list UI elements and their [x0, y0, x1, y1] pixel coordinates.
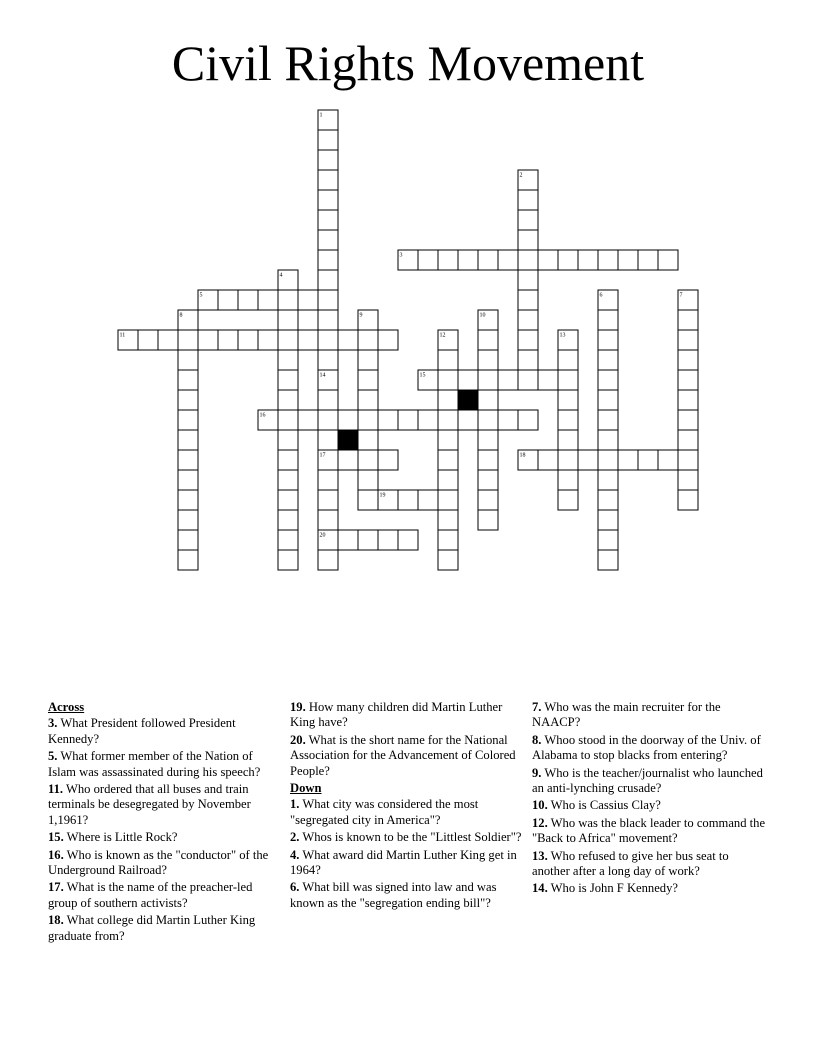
grid-cell[interactable] — [178, 490, 198, 510]
grid-cell[interactable] — [178, 350, 198, 370]
grid-cell[interactable] — [558, 370, 578, 390]
grid-cell[interactable] — [518, 410, 538, 430]
cell-number: 9 — [359, 312, 363, 319]
grid-cell[interactable] — [518, 290, 538, 310]
grid-cell[interactable] — [458, 410, 478, 430]
cell-number: 6 — [599, 292, 603, 299]
grid-cell[interactable] — [558, 430, 578, 450]
grid-cell[interactable] — [478, 410, 498, 430]
grid-cell[interactable] — [478, 390, 498, 410]
grid-cell[interactable] — [198, 330, 218, 350]
grid-cell[interactable] — [358, 530, 378, 550]
grid-cell[interactable] — [278, 490, 298, 510]
grid-cell[interactable] — [218, 330, 238, 350]
grid-cell[interactable] — [518, 210, 538, 230]
cell-number: 20 — [319, 532, 326, 539]
grid-cell[interactable] — [178, 450, 198, 470]
clue-down-12: 12. Who was the black leader to command the "Back to Africa" movement? — [532, 815, 766, 846]
grid-cell[interactable] — [658, 450, 678, 470]
grid-cell[interactable] — [318, 150, 338, 170]
grid-cell[interactable] — [318, 310, 338, 330]
clue-down-14: 14. Who is John F Kennedy? — [532, 881, 678, 896]
grid-cell[interactable] — [278, 350, 298, 370]
grid-cell[interactable] — [318, 290, 338, 310]
clue-down-8: 8. Whoo stood in the doorway of the Univ. of Alabama to stop blacks from entering? — [532, 732, 761, 763]
cell-number: 15 — [419, 372, 426, 379]
grid-cell[interactable] — [598, 530, 618, 550]
grid-cell[interactable] — [418, 490, 438, 510]
grid-cell[interactable] — [558, 490, 578, 510]
grid-cell[interactable] — [178, 550, 198, 570]
grid-cell[interactable] — [278, 390, 298, 410]
grid-cell[interactable] — [318, 250, 338, 270]
grid-cell[interactable] — [378, 410, 398, 430]
clue-across-15: 15. Where is Little Rock? — [48, 830, 178, 845]
grid-cell[interactable] — [578, 450, 598, 470]
grid-cell[interactable] — [438, 430, 458, 450]
grid-cell[interactable] — [318, 230, 338, 250]
grid-cell[interactable] — [378, 330, 398, 350]
clue-across-5: 5. What former member of the Nation of Islam was assassinated during his speech? — [48, 749, 261, 779]
grid-cell[interactable] — [138, 330, 158, 350]
grid-cell[interactable] — [238, 330, 258, 350]
grid-cell[interactable] — [398, 410, 418, 430]
clue-column-1 — [48, 700, 280, 946]
grid-cell[interactable] — [318, 490, 338, 510]
grid-cell[interactable] — [598, 450, 618, 470]
grid-cell[interactable] — [638, 250, 658, 270]
grid-cell[interactable] — [598, 490, 618, 510]
grid-cell[interactable] — [318, 410, 338, 430]
grid-cell[interactable] — [438, 410, 458, 430]
grid-cell[interactable] — [318, 470, 338, 490]
grid-cell[interactable] — [438, 550, 458, 570]
grid-cell[interactable] — [678, 410, 698, 430]
cell-number: 17 — [319, 452, 326, 459]
grid-cell[interactable] — [438, 490, 458, 510]
clue-down-6: 6. What bill was signed into law and was known as the "segregation ending bill"? — [290, 880, 497, 910]
grid-cell[interactable] — [518, 350, 538, 370]
clue-column-2 — [290, 700, 522, 913]
grid-cell[interactable] — [538, 250, 558, 270]
grid-cell[interactable] — [678, 350, 698, 370]
grid-cell[interactable] — [298, 410, 318, 430]
grid-cell[interactable] — [478, 330, 498, 350]
clue-down-2: 2. Whos is known to be the "Littlest Soldier"? — [290, 830, 522, 845]
grid-cell[interactable] — [378, 450, 398, 470]
grid-cell[interactable] — [438, 250, 458, 270]
grid-cell[interactable] — [498, 410, 518, 430]
clue-down-13: 13. Who refused to give her bus seat to another after a long day of work? — [532, 848, 729, 879]
cell-number: 2 — [519, 172, 523, 179]
cell-number: 3 — [399, 252, 403, 259]
grid-cell[interactable] — [578, 250, 598, 270]
grid-cell[interactable] — [678, 490, 698, 510]
grid-cell[interactable] — [518, 370, 538, 390]
grid-cell[interactable] — [598, 370, 618, 390]
grid-cell[interactable] — [278, 530, 298, 550]
grid-cell[interactable] — [438, 510, 458, 530]
grid-cell[interactable] — [178, 470, 198, 490]
down-heading: Down — [290, 781, 322, 796]
grid-cell[interactable] — [358, 390, 378, 410]
grid-cell[interactable] — [438, 390, 458, 410]
grid-cell[interactable] — [338, 330, 358, 350]
grid-cell[interactable] — [458, 370, 478, 390]
grid-cell[interactable] — [598, 550, 618, 570]
clue-down-10: 10. Who is Cassius Clay? — [532, 798, 661, 813]
grid-cell[interactable] — [418, 250, 438, 270]
grid-cell[interactable] — [298, 330, 318, 350]
grid-cell[interactable] — [598, 350, 618, 370]
cell-number: 7 — [679, 292, 683, 299]
grid-cell[interactable] — [258, 290, 278, 310]
grid-cell[interactable] — [598, 310, 618, 330]
grid-cell[interactable] — [338, 530, 358, 550]
grid-cell[interactable] — [518, 230, 538, 250]
grid-cell[interactable] — [358, 450, 378, 470]
grid-cell[interactable] — [358, 330, 378, 350]
grid-cell[interactable] — [558, 410, 578, 430]
grid-cell[interactable] — [678, 450, 698, 470]
grid-cell[interactable] — [498, 370, 518, 390]
grid-cell[interactable] — [218, 290, 238, 310]
grid-cell[interactable] — [518, 250, 538, 270]
grid-cell[interactable] — [538, 450, 558, 470]
cell-number: 5 — [199, 292, 203, 299]
grid-cell[interactable] — [518, 190, 538, 210]
grid-cell[interactable] — [178, 510, 198, 530]
grid-cell[interactable] — [678, 310, 698, 330]
grid-cell[interactable] — [278, 450, 298, 470]
grid-cell[interactable] — [678, 430, 698, 450]
black-square — [338, 430, 358, 450]
clue-across-3: 3. What President followed President Kennedy? — [48, 716, 236, 746]
grid-cell[interactable] — [438, 350, 458, 370]
puzzle-title: Civil Rights Movement — [171, 35, 645, 91]
grid-cell[interactable] — [178, 390, 198, 410]
clue-across-19: 19. How many children did Martin Luther King have? — [290, 700, 503, 730]
grid-cell[interactable] — [558, 470, 578, 490]
grid-cell[interactable] — [418, 410, 438, 430]
grid-cell[interactable] — [518, 310, 538, 330]
grid-cell[interactable] — [258, 330, 278, 350]
black-square — [458, 390, 478, 410]
grid-cell[interactable] — [478, 450, 498, 470]
cell-number: 10 — [479, 312, 486, 319]
grid-cell[interactable] — [558, 250, 578, 270]
grid-cell[interactable] — [318, 190, 338, 210]
grid-cell[interactable] — [318, 210, 338, 230]
grid-cell[interactable] — [318, 350, 338, 370]
grid-cell[interactable] — [278, 430, 298, 450]
grid-cell[interactable] — [318, 270, 338, 290]
grid-cell[interactable] — [458, 250, 478, 270]
grid-cell[interactable] — [478, 490, 498, 510]
grid-cell[interactable] — [558, 350, 578, 370]
grid-cell[interactable] — [678, 370, 698, 390]
grid-cell[interactable] — [618, 450, 638, 470]
grid-cell[interactable] — [278, 370, 298, 390]
grid-cell[interactable] — [658, 250, 678, 270]
grid-cell[interactable] — [478, 430, 498, 450]
grid-cell[interactable] — [178, 410, 198, 430]
grid-cell[interactable] — [598, 510, 618, 530]
clue-down-9: 9. Who is the teacher/journalist who launched an anti-lynching crusade? — [532, 765, 763, 796]
grid-cell[interactable] — [318, 510, 338, 530]
clue-across-16: 16. Who is known as the "conductor" of the Underground Railroad? — [48, 847, 269, 878]
grid-cell[interactable] — [518, 270, 538, 290]
grid-cell[interactable] — [598, 430, 618, 450]
grid-cell[interactable] — [158, 330, 178, 350]
grid-cell[interactable] — [558, 450, 578, 470]
grid-cell[interactable] — [358, 370, 378, 390]
grid-cell[interactable] — [278, 470, 298, 490]
grid-cell[interactable] — [338, 450, 358, 470]
clue-down-1: 1. What city was considered the most "segregated city in America"? — [290, 797, 479, 827]
grid-cell[interactable] — [278, 510, 298, 530]
grid-cell[interactable] — [538, 370, 558, 390]
across-heading: Across — [48, 700, 85, 714]
grid-cell[interactable] — [358, 490, 378, 510]
grid-cell[interactable] — [498, 250, 518, 270]
cell-number: 11 — [119, 332, 126, 339]
grid-cell[interactable] — [318, 430, 338, 450]
grid-cell[interactable] — [378, 530, 398, 550]
grid-cell[interactable] — [618, 250, 638, 270]
grid-cell[interactable] — [478, 250, 498, 270]
grid-cell[interactable] — [358, 410, 378, 430]
grid-cell[interactable] — [478, 350, 498, 370]
cell-number: 13 — [559, 332, 566, 339]
grid-cell[interactable] — [678, 470, 698, 490]
grid-cell[interactable] — [358, 430, 378, 450]
grid-cell[interactable] — [318, 390, 338, 410]
grid-cell[interactable] — [398, 530, 418, 550]
grid-cell[interactable] — [398, 490, 418, 510]
grid-cell[interactable] — [518, 330, 538, 350]
grid-cell[interactable] — [678, 390, 698, 410]
grid-cell[interactable] — [278, 330, 298, 350]
grid-cell[interactable] — [598, 330, 618, 350]
grid-cell[interactable] — [598, 390, 618, 410]
grid-cell[interactable] — [558, 390, 578, 410]
grid-cell[interactable] — [598, 410, 618, 430]
cell-number: 14 — [319, 372, 326, 379]
clue-across-20: 20. What is the short name for the National Association for the Advancement of Colored People? — [290, 732, 516, 778]
grid-cell[interactable] — [318, 130, 338, 150]
grid-cell[interactable] — [238, 290, 258, 310]
grid-cell[interactable] — [338, 410, 358, 430]
cell-number: 1 — [319, 112, 323, 119]
clue-across-17: 17. What is the name of the preacher-led group of southern activists? — [48, 880, 253, 910]
grid-cell[interactable] — [478, 470, 498, 490]
grid-cell[interactable] — [358, 350, 378, 370]
clue-column-3 — [532, 700, 768, 899]
grid-cell[interactable] — [438, 470, 458, 490]
grid-cell[interactable] — [638, 450, 658, 470]
grid-cell[interactable] — [278, 310, 298, 330]
grid-cell[interactable] — [678, 330, 698, 350]
grid-cell[interactable] — [478, 370, 498, 390]
grid-cell[interactable] — [478, 510, 498, 530]
grid-cell[interactable] — [318, 330, 338, 350]
grid-cell[interactable] — [438, 450, 458, 470]
grid-cell[interactable] — [178, 430, 198, 450]
grid-cell[interactable] — [358, 470, 378, 490]
cell-number: 12 — [439, 332, 446, 339]
clue-down-4: 4. What award did Martin Luther King get in 1964? — [290, 847, 517, 878]
grid-cell[interactable] — [278, 550, 298, 570]
cell-number: 19 — [379, 492, 386, 499]
grid-cell[interactable] — [438, 370, 458, 390]
grid-cell[interactable] — [598, 470, 618, 490]
cell-number: 16 — [259, 412, 266, 419]
grid-cell[interactable] — [178, 530, 198, 550]
cell-number: 4 — [279, 272, 283, 279]
grid-cell[interactable] — [598, 250, 618, 270]
grid-cell[interactable] — [318, 170, 338, 190]
cell-number: 8 — [179, 312, 183, 319]
grid-cell[interactable] — [298, 290, 318, 310]
cell-number: 18 — [519, 452, 526, 459]
grid-cell[interactable] — [178, 330, 198, 350]
grid-cell[interactable] — [178, 370, 198, 390]
grid-cell[interactable] — [278, 290, 298, 310]
grid-cell[interactable] — [438, 530, 458, 550]
clue-across-11: 11. Who ordered that all buses and train terminals be desegregated by November 1,1961? — [48, 782, 251, 827]
clue-down-7: 7. Who was the main recruiter for the NAACP? — [532, 700, 721, 730]
clue-across-18: 18. What college did Martin Luther King graduate from? — [48, 913, 256, 943]
grid-cell[interactable] — [278, 410, 298, 430]
grid-cell[interactable] — [318, 550, 338, 570]
